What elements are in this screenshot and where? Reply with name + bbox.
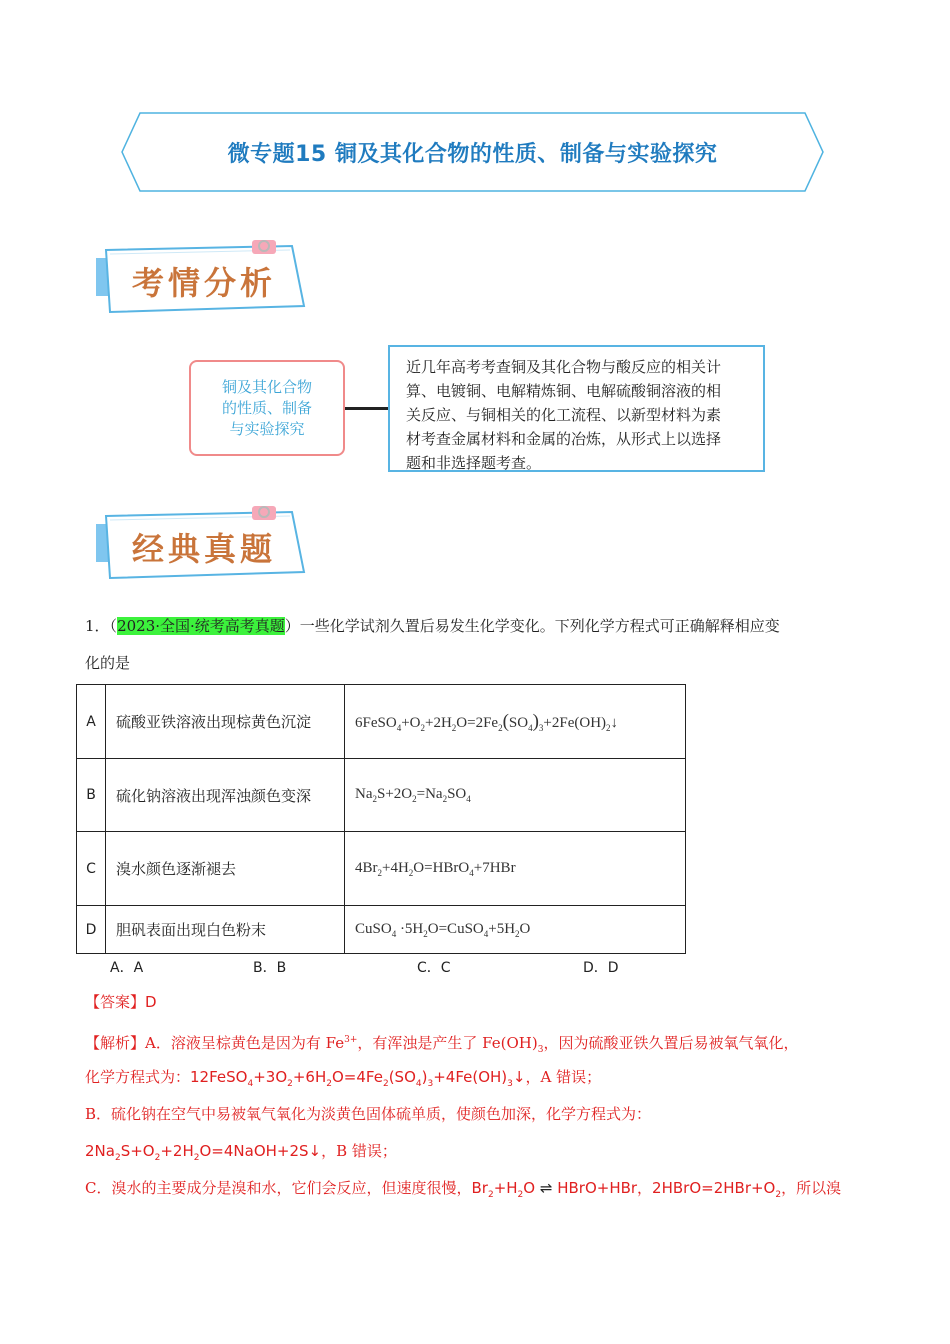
choice-b[interactable]: B．B — [253, 960, 287, 976]
choice-d[interactable]: D．D — [583, 960, 619, 976]
topic-text — [212, 377, 322, 440]
equation-fe: $12FeSO_4+3O_2+6H_2O=4Fe_2(SO_4)_3+4Fe(OH)_3↓$ — [190, 1068, 526, 1089]
explanation-line-1: 【解析】A．溶液呈棕黄色是因为有 $Fe^{3+}$，有浑浊是产生了 $Fe(OH)_3$，因为硫酸亚铁久置后易被氧气氧化， — [85, 1034, 799, 1055]
table-row — [77, 906, 686, 954]
question-stem: 1．（2023·全国·统考高考真题）一些化学试剂久置后易发生化学变化。下列化学方程式可正确解释相应变 — [85, 617, 780, 635]
question-source: 2023·全国·统考高考真题 — [117, 617, 285, 635]
equation-br2: $Br_2+H_2O$ ⇌ HBrO+HBr，$2HBrO=2HBr+O_2$ — [471, 1179, 782, 1200]
table-row — [77, 759, 686, 832]
section-tag-analysis — [92, 236, 307, 321]
equation-na2s: $2Na_2S+O_2+2H_2O=4NaOH+2S↓$ — [85, 1142, 322, 1163]
option-equation: $Na_2S+2O_2=Na_2SO_4$ — [345, 759, 686, 832]
explanation-text: ，A 错误； — [525, 1068, 602, 1086]
description-box — [388, 345, 765, 472]
topic-line: 的性质、制备 — [221, 398, 312, 417]
option-letter: C — [77, 832, 106, 906]
options-table — [76, 684, 686, 954]
option-equation: CuSO$_4$ $\cdot 5H_2O=CuSO_4+5H_2O$ — [345, 906, 686, 954]
option-phenomenon: 硫化钠溶液出现浑浊颜色变深 — [106, 759, 345, 832]
description-line: 近几年高考考查铜及其化合物与酸反应的相关计 — [406, 358, 722, 376]
connector-line — [345, 407, 388, 410]
explanation-text: C．溴水的主要成分是溴和水，它们会反应，但速度很慢， — [85, 1179, 472, 1197]
page-title: 微专题15 铜及其化合物的性质、制备与实验探究 — [227, 141, 718, 167]
table-row — [77, 832, 686, 906]
explanation-text: ，所以溴 — [781, 1179, 842, 1197]
section-title-analysis: 考情分析 — [131, 264, 276, 302]
section-tag-exam — [92, 502, 307, 587]
option-phenomenon: 溴水颜色逐渐褪去 — [106, 832, 345, 906]
explanation-line-3: B．硫化钠在空气中易被氧气氧化为淡黄色固体硫单质，使颜色加深，化学方程式为： — [85, 1105, 652, 1123]
question-number: 1． — [85, 617, 110, 635]
explanation-text: ，因为硫酸亚铁久置后易被氧气氧化， — [543, 1034, 799, 1052]
table-row — [77, 685, 686, 759]
explanation-line-4 — [85, 1139, 875, 1170]
explanation-label: 【解析】 — [85, 1034, 146, 1052]
answer-label: 【答案】 — [85, 993, 146, 1011]
question-stem-text: ）一些化学试剂久置后易发生化学变化。下列化学方程式可正确解释相应变 — [284, 617, 780, 635]
option-letter: D — [77, 906, 106, 954]
choice-a[interactable]: A．A — [110, 960, 144, 976]
description-line: 关反应、与铜相关的化工流程、以新型材料为素 — [406, 406, 722, 424]
description-text — [406, 355, 749, 475]
option-letter: B — [77, 759, 106, 832]
topic-line: 铜及其化合物 — [221, 377, 312, 396]
answer-choices — [110, 957, 710, 979]
description-line: 材考查金属材料和金属的冶炼，从形式上以选择 — [406, 430, 722, 448]
answer-value: D — [145, 993, 157, 1011]
section-title-exam: 经典真题 — [131, 530, 276, 568]
explanation-text: A．溶液呈棕黄色是因为有 Fe — [145, 1034, 345, 1052]
topic-line: 与实验探究 — [229, 419, 305, 438]
explanation-line-2 — [85, 1065, 875, 1096]
answer-line — [85, 990, 157, 1014]
question-stem-line2: 化的是 — [85, 654, 131, 672]
explanation-text: ，B 错误； — [321, 1142, 397, 1160]
choice-c[interactable]: C．C — [417, 960, 451, 976]
description-line: 算、电镀铜、电解精炼铜、电解硫酸铜溶液的相 — [406, 382, 722, 400]
explanation-line-5 — [85, 1176, 885, 1207]
option-phenomenon: 硫酸亚铁溶液出现棕黄色沉淀 — [106, 685, 345, 759]
option-phenomenon: 胆矾表面出现白色粉末 — [106, 906, 345, 954]
explanation-text: 化学方程式为： — [85, 1068, 191, 1086]
description-line: 题和非选择题考查。 — [406, 454, 542, 472]
option-equation: $6FeSO_4+O_2+2H_2O=2Fe_2(SO_4)_3+2Fe(OH)_2↓$ — [345, 685, 686, 759]
topic-box — [189, 360, 345, 456]
explanation-text: ，有浑浊是产生了 Fe(OH) — [357, 1034, 538, 1052]
option-equation: $4Br_2+4H_2O=HBrO_4+7HBr$ — [345, 832, 686, 906]
option-letter: A — [77, 685, 106, 759]
